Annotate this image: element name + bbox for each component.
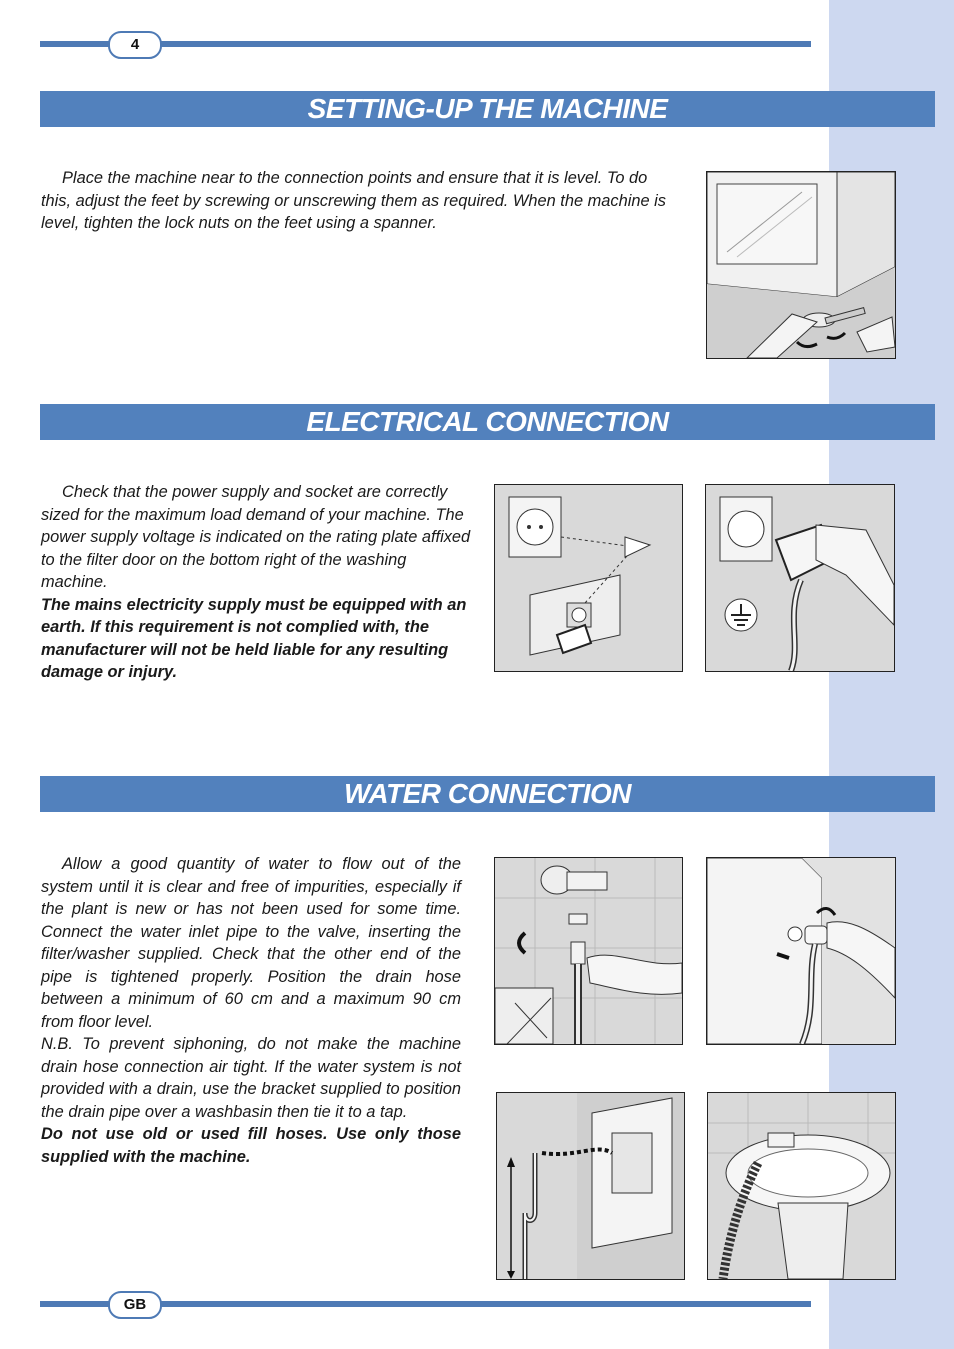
page-number: 4	[130, 36, 140, 53]
water-text: Allow a good quantity of water to flow out of the system until it is clear and free of impurities, especially if the plant is new or has not been used for some time. Connect the water inlet pipe to the valve, inserting the filter/washer supplied. Check that the other end of the pipe is tightened properly. Position the drain hose between a minimum of 60 cm and a maximum 90 cm from floor level. N.B. To prevent siphoning, do not make the machine drain hose connection air tight. If the water system is not provided with a drain, use the bracket supplied to position the drain pipe over a washbasin then tie it to a tap. Do not use old or used fill hoses. Use only those supplied with the machine.	[41, 855, 461, 1166]
machine-inlet-connection-illustration	[706, 857, 896, 1045]
water-warning: Do not use old or used fill hoses. Use only those supplied with the machine.	[41, 1125, 461, 1166]
section-title-setting-up: SETTING-UP THE MACHINE	[40, 91, 935, 127]
setting-up-text: Place the machine near to the connection points and ensure that it is level. To do this, adjust the feet by screwing or unscrewing them as required. When the machine is level, tighten the lock nuts on the feet using a spanner.	[41, 169, 666, 232]
socket-and-rating-plate-illustration	[494, 484, 683, 672]
plug-and-earth-illustration	[705, 484, 895, 672]
leveling-feet-illustration	[706, 171, 896, 359]
tap-inlet-pipe-illustration	[494, 857, 683, 1045]
electrical-text: Check that the power supply and socket are correctly sized for the maximum load demand of your machine. The power supply voltage is indicated on the rating plate affixed to the filter door on the bottom right of the washing machine. The mains electricity supply must be equipped with an earth. If this requirement is not complied with, the manufacturer will not be held liable for any resulting damage or injury.	[41, 483, 471, 681]
drain-hose-height-illustration	[496, 1092, 685, 1280]
page-number-badge	[108, 31, 162, 59]
section-title-water: WATER CONNECTION	[40, 776, 935, 812]
washbasin-bracket-illustration	[707, 1092, 896, 1280]
water-nb: N.B. To prevent siphoning, do not make the machine drain hose connection air tight. If the water system is not provided with a drain, use the bracket supplied to position the drain pipe over a washbasin then tie it to a tap.	[41, 1035, 461, 1121]
electrical-warning: The mains electricity supply must be equipped with an earth. If this requirement is not complied with, the manufacturer will not be held liable for any resulting damage or injury.	[41, 595, 467, 681]
language-badge	[108, 1291, 162, 1319]
section-title-electrical: ELECTRICAL CONNECTION	[40, 404, 935, 440]
language-code: GB	[123, 1296, 147, 1313]
